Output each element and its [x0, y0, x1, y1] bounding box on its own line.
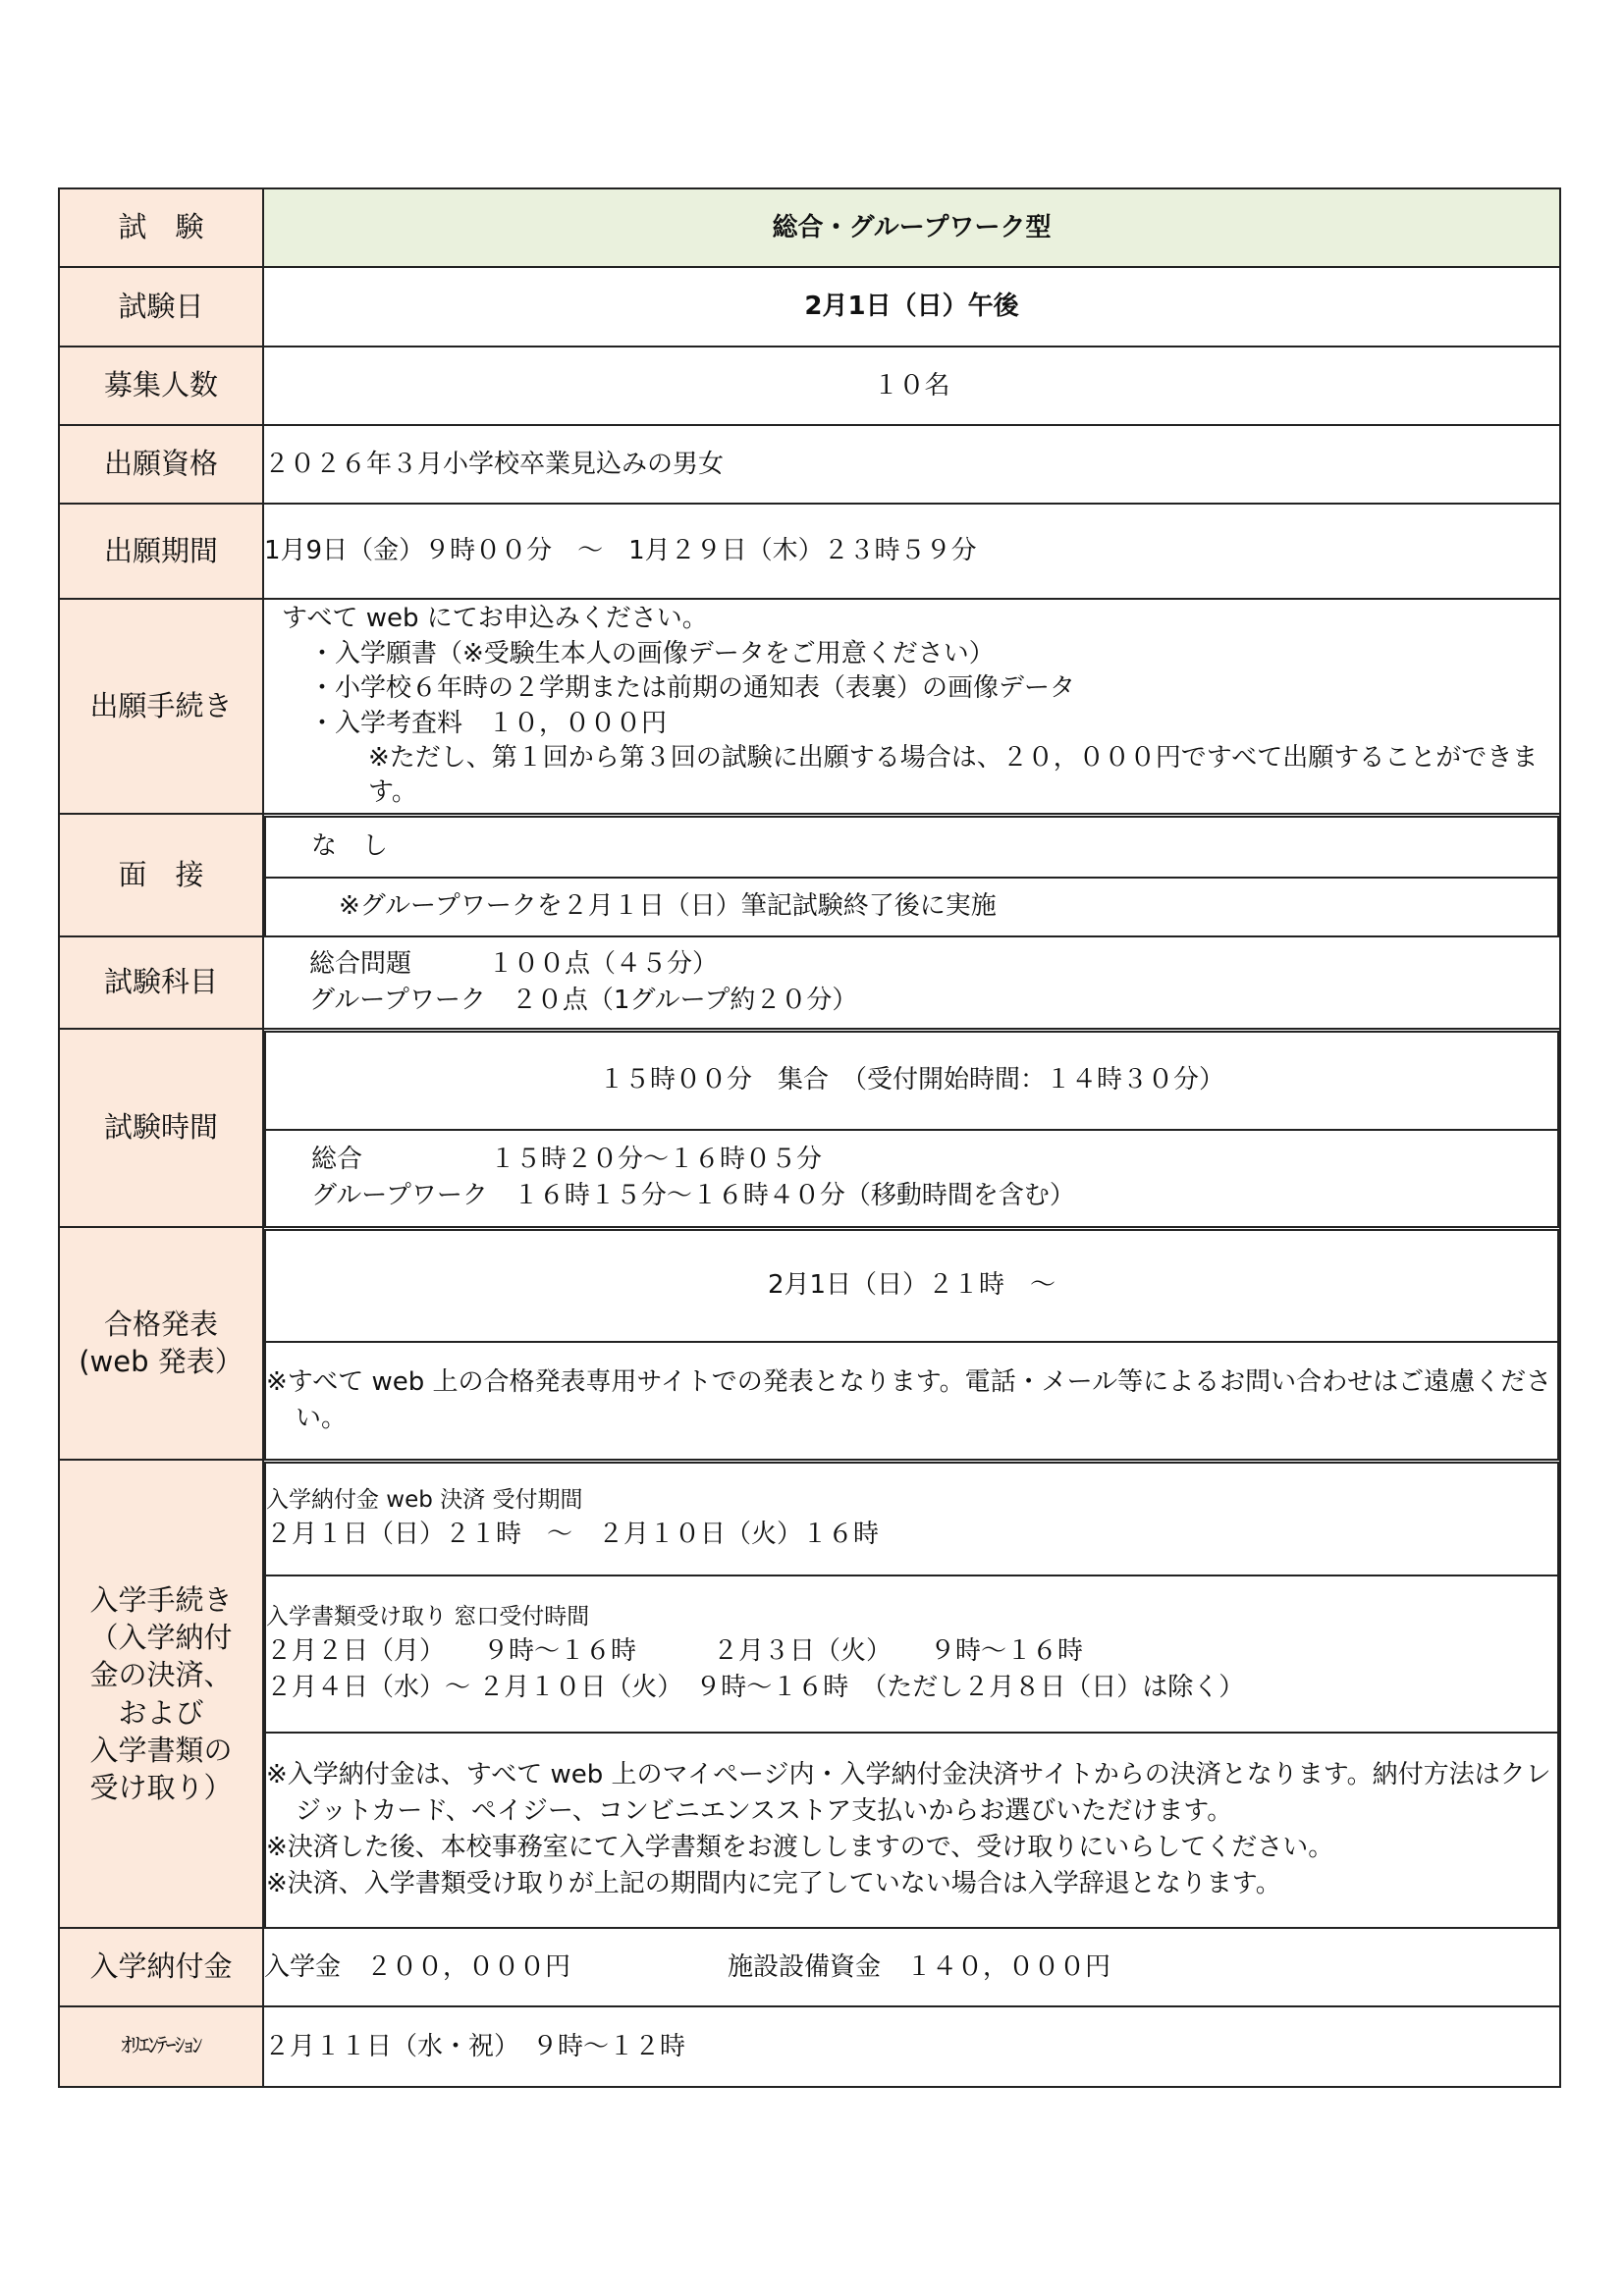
enrollment-label-line: 入学手続き	[89, 1582, 233, 1617]
label-interview: 面 接	[59, 814, 263, 936]
admission-fee: 入学金 ２００，０００円	[264, 1951, 571, 1982]
orientation-value: ２月１１日（水・祝） ９時～１２時	[263, 2006, 1560, 2087]
enrollment-note: ※決済した後、本校事務室にて入学書類をお渡ししますので、受け取りにいらしてください。	[266, 1833, 1334, 1862]
docs-line: ２月２日（月） ９時～１６時 ２月３日（火） ９時～１６時	[266, 1635, 1084, 1666]
docs-line: ２月４日（水）～ ２月１０日（火） ９時～１６時 （ただし２月８日（日）は除く）	[266, 1672, 1245, 1702]
subjects-cell	[263, 936, 1560, 1029]
facility-fee: 施設設備資金 １４０，０００円	[728, 1951, 1111, 1982]
label-subjects: 試験科目	[59, 936, 263, 1029]
row-capacity	[59, 347, 1560, 425]
row-results	[59, 1227, 1560, 1460]
docs-title: 入学書類受け取り 窓口受付時間	[266, 1604, 590, 1630]
label-enrollment	[59, 1460, 263, 1928]
times-subtable	[264, 1031, 1559, 1226]
label-procedure: 出願手続き	[59, 599, 263, 814]
exam-info-document	[58, 187, 1561, 2088]
time-line: グループワーク １６時１５分～１６時４０分（移動時間を含む）	[311, 1181, 1075, 1210]
capacity-value: １０名	[263, 347, 1560, 425]
exam-info-table	[58, 187, 1561, 2088]
label-date: 試験日	[59, 267, 263, 347]
times-cell	[263, 1029, 1560, 1227]
results-label-line: 合格発表	[103, 1308, 218, 1342]
enrollment-label-line: （入学納付	[89, 1620, 233, 1654]
row-eligibility	[59, 425, 1560, 504]
interview-cell	[263, 814, 1560, 936]
results-note: ※すべて web 上の合格発表専用サイトでの発表となります。電話・メール等によるお問い合わせはご遠慮ください。	[266, 1366, 1552, 1433]
interview-value: な し	[265, 817, 1558, 878]
results-label-line: (web 発表）	[79, 1344, 244, 1378]
subject-line: グループワーク ２０点（1グループ約２０分）	[309, 986, 858, 1015]
label-capacity: 募集人数	[59, 347, 263, 425]
procedure-intro: すべて web にてお申込みください。	[282, 604, 708, 634]
subject-line: 総合問題 １００点（４５分）	[309, 949, 719, 980]
results-date: 2月1日（日）２１時 ～	[265, 1230, 1558, 1342]
exam-type-title: 総合・グループワーク型	[263, 188, 1560, 267]
row-exam	[59, 188, 1560, 267]
row-enrollment	[59, 1460, 1560, 1928]
eligibility-value: ２０２６年３月小学校卒業見込みの男女	[263, 425, 1560, 504]
label-results	[59, 1227, 263, 1460]
procedure-item: ・小学校６年時の２学期または前期の通知表（表裏）の画像データ	[309, 673, 1076, 704]
enrollment-subtable	[264, 1462, 1559, 1927]
interview-note: ※グループワークを２月１日（日）筆記試験終了後に実施	[265, 878, 1558, 935]
payment-title: 入学納付金 web 決済 受付期間	[266, 1487, 583, 1514]
row-orientation	[59, 2006, 1560, 2087]
row-procedure	[59, 599, 1560, 814]
row-fees	[59, 1928, 1560, 2006]
row-times	[59, 1029, 1560, 1227]
label-orientation: ｵﾘｴﾝﾃｰｼｮﾝ	[59, 2006, 263, 2087]
enrollment-cell	[263, 1460, 1560, 1928]
label-eligibility: 出願資格	[59, 425, 263, 504]
payment-block	[265, 1463, 1558, 1575]
row-subjects	[59, 936, 1560, 1029]
enrollment-notes	[265, 1733, 1558, 1927]
results-note-cell	[265, 1342, 1558, 1459]
fees-cell	[263, 1928, 1560, 2006]
docs-block	[265, 1575, 1558, 1733]
label-fees: 入学納付金	[59, 1928, 263, 2006]
enrollment-note: ※入学納付金は、すべて web 上のマイページ内・入学納付金決済サイトからの決済となります。納付方法はクレジットカード、ペイジー、コンビニエンスストア支払いからお選びいただけます。	[266, 1760, 1551, 1827]
label-times: 試験時間	[59, 1029, 263, 1227]
period-value: 1月9日（金）９時００分 ～ 1月２９日（木）２３時５９分	[263, 504, 1560, 599]
results-subtable	[264, 1229, 1559, 1459]
procedure-cell	[263, 599, 1560, 814]
assembly-time: １５時００分 集合 （受付開始時間：１４時３０分）	[265, 1032, 1558, 1130]
row-interview	[59, 814, 1560, 936]
enrollment-label-line: および	[118, 1695, 204, 1730]
label-period: 出願期間	[59, 504, 263, 599]
enrollment-note: ※決済、入学書類受け取りが上記の期間内に完了していない場合は入学辞退となります。	[266, 1868, 1281, 1898]
payment-period: ２月１日（日）２１時 ～ ２月１０日（火）１６時	[266, 1519, 880, 1549]
enrollment-label-line: 受け取り）	[89, 1771, 233, 1805]
results-cell	[263, 1227, 1560, 1460]
row-period	[59, 504, 1560, 599]
label-exam: 試 験	[59, 188, 263, 267]
enrollment-label-line: 入学書類の	[89, 1733, 233, 1767]
row-date	[59, 267, 1560, 347]
enrollment-label-line: 金の決済、	[89, 1658, 233, 1692]
interview-subtable	[264, 816, 1559, 935]
time-line: 総合 １５時２０分～１６時０５分	[311, 1145, 823, 1175]
procedure-item: ・入学考査料 １０，０００円	[309, 708, 668, 738]
times-lines	[265, 1130, 1558, 1226]
procedure-item: ・入学願書（※受験生本人の画像データをご用意ください）	[309, 638, 995, 668]
procedure-note: ※ただし、第１回から第３回の試験に出願する場合は、２０，０００円ですべて出願することができます。	[368, 742, 1539, 808]
exam-date-value: 2月1日（日）午後	[263, 267, 1560, 347]
